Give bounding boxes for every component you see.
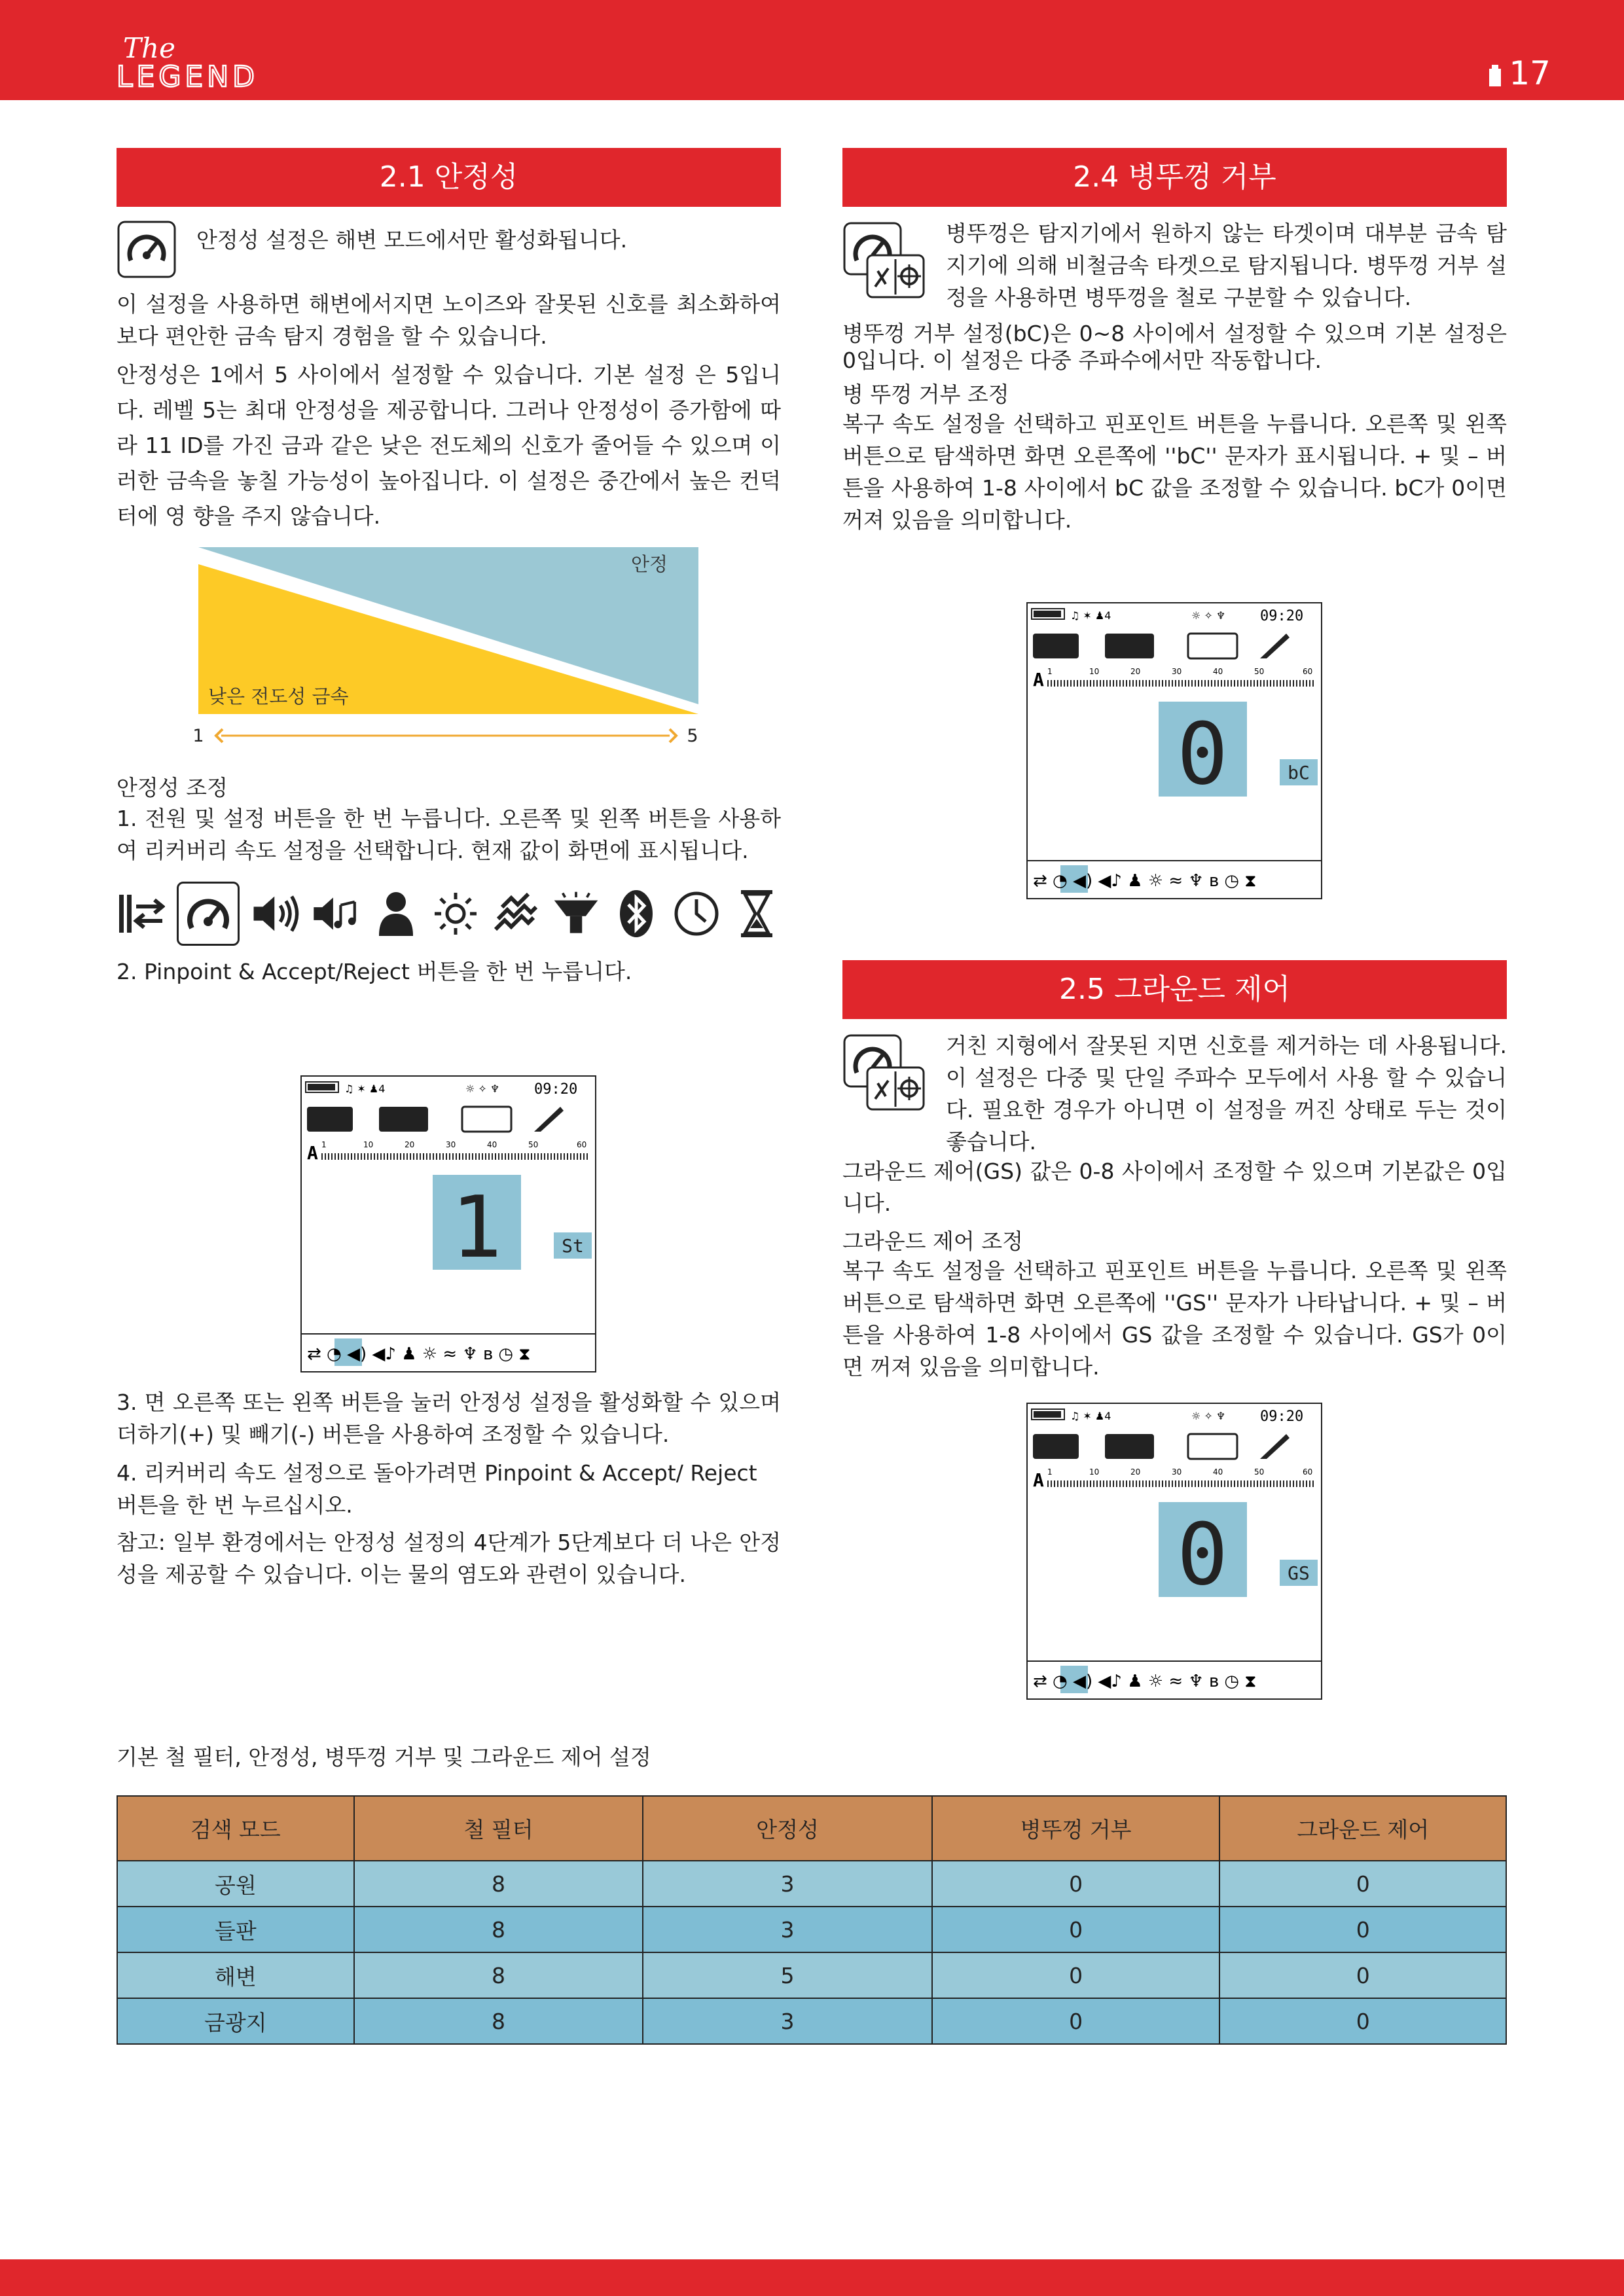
svg-text:☼ ✧ ♆: ☼ ✧ ♆ [465, 1083, 500, 1095]
svg-text:10: 10 [363, 1140, 374, 1149]
stability-step-2: 2. Pinpoint & Accept/Reject 버튼을 한 번 누릅니다. [117, 959, 632, 984]
stability-step-1: 1. 전원 및 설정 버튼을 한 번 누릅니다. 오른쪽 및 왼쪽 버튼을 사용하여 리커버리 속도 설정을 선택합니다. 현재 값이 화면에 표시됩니다. [117, 806, 781, 863]
beach-only-note [117, 220, 781, 279]
lcd-time: 09:20 [534, 1081, 578, 1098]
table-cell: 공원 [117, 1861, 354, 1907]
svg-text:20: 20 [1130, 667, 1141, 676]
bottlecap-adjust: 복구 속도 설정을 선택하고 핀포인트 버튼을 누릅니다. 오른쪽 및 왼쪽 버튼으로 탐색하면 화면 오른쪽에 ''bC'' 문자가 표시됩니다. + 및 – 버튼을 사용하여 1-8 사이에서 bC 값을 조정할 수 있습니다. bC가 0이면 꺼져 있음을 의미합니다. [842, 411, 1507, 533]
table-header-row [117, 1796, 1506, 1861]
svg-text:50: 50 [1254, 667, 1265, 676]
multi-frequency-icon [842, 221, 926, 300]
svg-text:10: 10 [1089, 1467, 1100, 1477]
svg-text:40: 40 [487, 1140, 497, 1149]
svg-text:60: 60 [577, 1140, 587, 1149]
svg-text:60: 60 [1303, 1467, 1313, 1477]
torch-icon [552, 886, 600, 941]
svg-text:10: 10 [1089, 667, 1100, 676]
svg-text:♫ ✶ ♟4: ♫ ✶ ♟4 [1070, 1410, 1111, 1422]
brand-logo [117, 26, 365, 92]
table-header: 검색 모드 [117, 1796, 354, 1861]
brightness-icon [431, 886, 480, 941]
stability-note: 참고: 일부 환경에서는 안정성 설정의 4단계가 5단계보다 더 나은 안정성을 제공할 수 있습니다. 이는 물의 염도와 관련이 있습니다. [117, 1530, 781, 1587]
svg-text:☼ ✧ ♆: ☼ ✧ ♆ [1191, 609, 1226, 622]
hourglass-icon [732, 886, 781, 941]
lcd-code: bC [1288, 762, 1310, 783]
table-cell: 5 [643, 1952, 932, 1998]
svg-text:LEGEND: LEGEND [117, 60, 259, 92]
stability-label: 안정 [630, 553, 668, 575]
lcd-screen-stability [300, 1075, 596, 1372]
table-cell: 3 [643, 1907, 932, 1952]
volume-icon [251, 886, 300, 941]
low-conductor-label: 낮은 전도성 금속 [208, 685, 349, 708]
svg-text:40: 40 [1213, 667, 1223, 676]
page-number: 17 [1488, 54, 1551, 93]
table-header: 철 필터 [354, 1796, 643, 1861]
page-icon [1488, 65, 1502, 87]
svg-text:The: The [123, 32, 175, 64]
table-row [117, 1998, 1506, 2044]
vibration-icon [492, 886, 540, 941]
table-cell: 해변 [117, 1952, 354, 1998]
bottlecap-para: 병뚜껑 거부 설정(bC)은 0~8 사이에서 설정할 수 있으며 기본 설정은 0입니다. 이 설정은 다중 주파수에서만 작동합니다. [842, 321, 1507, 373]
ground-para: 그라운드 제어(GS) 값은 0-8 사이에서 조정할 수 있으며 기본값은 0입니다. [842, 1158, 1507, 1216]
table-cell: 8 [354, 1998, 643, 2044]
svg-text:A: A [1033, 1469, 1044, 1491]
table-cell: 0 [1219, 1952, 1506, 1998]
table-caption: 기본 철 필터, 안정성, 병뚜껑 거부 및 그라운드 제어 설정 [117, 1744, 651, 1770]
bottlecap-intro-text: 병뚜껑은 탐지기에서 원하지 않는 타겟이며 대부분 금속 탐지기에 의해 비철금속 타겟으로 탐지됩니다. 병뚜껑 거부 설정을 사용하면 병뚜껑을 철로 구분할 수 있습니다. [946, 221, 1507, 310]
bottlecap-intro [842, 221, 1507, 314]
scale-arrow-right [670, 729, 676, 742]
table-cell: 0 [932, 1861, 1220, 1907]
section-title-ground: 2.5 그라운드 제어 [842, 960, 1507, 1019]
svg-text:1: 1 [1047, 1467, 1053, 1477]
frequency-icon [117, 886, 165, 941]
table-row [117, 1952, 1506, 1998]
stability-icon [117, 220, 177, 279]
lcd-digit: 0 [1176, 1505, 1229, 1604]
left-lower-text [117, 1386, 781, 1590]
lcd-screen-bottlecap [1026, 602, 1322, 899]
clock-icon [672, 886, 721, 941]
svg-text:30: 30 [1172, 1467, 1182, 1477]
lcd-code: GS [1288, 1562, 1310, 1584]
svg-text:20: 20 [1130, 1467, 1141, 1477]
svg-text:1: 1 [321, 1140, 327, 1149]
section-title-bottlecap: 2.4 병뚜껑 거부 [842, 148, 1507, 207]
ground-control-section [842, 960, 1507, 1383]
table-cell: 0 [932, 1952, 1220, 1998]
svg-text:☼ ✧ ♆: ☼ ✧ ♆ [1191, 1410, 1226, 1422]
lcd-digit: 1 [450, 1177, 503, 1277]
ground-adjust-title: 그라운드 제어 조정 [842, 1229, 1024, 1254]
table-cell: 8 [354, 1861, 643, 1907]
table-cell: 들판 [117, 1907, 354, 1952]
table-cell: 8 [354, 1907, 643, 1952]
table-cell: 0 [932, 1907, 1220, 1952]
section-title-stability: 2.1 안정성 [117, 148, 781, 207]
header-bar [0, 0, 1624, 100]
scale-max: 5 [687, 726, 698, 746]
lcd-screen-ground [1026, 1403, 1322, 1700]
person-icon [372, 886, 420, 941]
table-cell: 금광지 [117, 1998, 354, 2044]
table-cell: 0 [1219, 1998, 1506, 2044]
table-cell: 3 [643, 1998, 932, 2044]
table-row [117, 1861, 1506, 1907]
stability-diagram [117, 547, 781, 750]
settings-icon-row [117, 881, 781, 946]
stability-icon[interactable] [177, 882, 240, 946]
lcd-time: 09:20 [1260, 608, 1304, 624]
bottlecap-adjust-title: 병 뚜껑 거부 조정 [842, 382, 1009, 407]
svg-text:40: 40 [1213, 1467, 1223, 1477]
svg-text:30: 30 [446, 1140, 456, 1149]
table-header: 그라운드 제어 [1219, 1796, 1506, 1861]
table-cell: 8 [354, 1952, 643, 1998]
default-settings-table [117, 1795, 1507, 2045]
svg-text:50: 50 [528, 1140, 539, 1149]
ground-intro [842, 1033, 1507, 1158]
ground-intro-text: 거친 지형에서 잘못된 지면 신호를 제거하는 데 사용됩니다. 이 설정은 다중 및 단일 주파수 모두에서 사용 할 수 있습니다. 필요한 경우가 아니면 이 설정을 꺼진 상태로 두는 것이 좋습니다. [946, 1033, 1507, 1155]
svg-text:30: 30 [1172, 667, 1182, 676]
svg-text:A: A [1033, 669, 1044, 691]
table-cell: 0 [1219, 1861, 1506, 1907]
table-cell: 0 [1219, 1907, 1506, 1952]
stability-step-4: 4. 리커버리 속도 설정으로 돌아가려면 Pinpoint & Accept/ Reject 버튼을 한 번 누르십시오. [117, 1460, 757, 1518]
scale-min: 1 [192, 726, 204, 746]
svg-text:50: 50 [1254, 1467, 1265, 1477]
note-text: 안정성 설정은 해변 모드에서만 활성화됩니다. [196, 227, 628, 253]
svg-text:60: 60 [1303, 667, 1313, 676]
svg-text:20: 20 [405, 1140, 415, 1149]
svg-text:⇄ ◔ ◀) ◀♪ ♟ ☼ ≈ ♆ ʙ ◷ ⧗: ⇄ ◔ ◀) ◀♪ ♟ ☼ ≈ ♆ ʙ ◷ ⧗ [1033, 871, 1257, 891]
lcd-code: St [562, 1235, 584, 1257]
svg-text:♫ ✶ ♟4: ♫ ✶ ♟4 [344, 1083, 386, 1095]
stability-step-3: 3. 면 오른쪽 또는 왼쪽 버튼을 눌러 안정성 설정을 활성화할 수 있으며 더하기(+) 및 빼기(-) 버튼을 사용하여 조정할 수 있습니다. [117, 1390, 781, 1447]
svg-text:⇄ ◔ ◀) ◀♪ ♟ ☼ ≈ ♆ ʙ ◷ ⧗: ⇄ ◔ ◀) ◀♪ ♟ ☼ ≈ ♆ ʙ ◷ ⧗ [307, 1344, 531, 1364]
svg-text:A: A [307, 1142, 318, 1164]
svg-text:♫ ✶ ♟4: ♫ ✶ ♟4 [1070, 609, 1111, 622]
bluetooth-icon [612, 886, 660, 941]
table-header: 병뚜껑 거부 [932, 1796, 1220, 1861]
stability-para-2: 안정성은 1에서 5 사이에서 설정할 수 있습니다. 기본 설정 은 5입니다. 레벨 5는 최대 안정성을 제공합니다. 그러나 안정성이 증가함에 따라 11 ID를 가진 금과 같은 낮은 전도체의 신호가 줄어들 수 있으며 이러한 금속을 놓칠 가능성이 높아집니다. 이 설정은 중간에서 높은 컨덕터에 영 향을 주지 않습니다. [117, 362, 781, 529]
footer-bar [0, 2259, 1624, 2296]
table-cell: 3 [643, 1861, 932, 1907]
table-cell: 0 [932, 1998, 1220, 2044]
lcd-time: 09:20 [1260, 1408, 1304, 1425]
tone-icon [312, 886, 360, 941]
table-row [117, 1907, 1506, 1952]
lcd-digit: 0 [1176, 704, 1229, 804]
ground-adjust: 복구 속도 설정을 선택하고 핀포인트 버튼을 누릅니다. 오른쪽 및 왼쪽 버튼으로 탐색하면 화면 오른쪽에 ''GS'' 문자가 나타납니다. + 및 – 버튼을 사용하여 1-8 사이에서 GS 값을 조정할 수 있습니다. GS가 0이면 꺼져 있음을 의미합니다. [842, 1258, 1507, 1380]
stability-adjust-title: 안정성 조정 [117, 775, 228, 800]
multi-frequency-icon [842, 1033, 926, 1112]
stability-para-1: 이 설정을 사용하면 해변에서지면 노이즈와 잘못된 신호를 최소화하여 보다 편안한 금속 탐지 경험을 할 수 있습니다. [117, 291, 781, 349]
left-column [117, 148, 781, 988]
table-header: 안정성 [643, 1796, 932, 1861]
svg-text:⇄ ◔ ◀) ◀♪ ♟ ☼ ≈ ♆ ʙ ◷ ⧗: ⇄ ◔ ◀) ◀♪ ♟ ☼ ≈ ♆ ʙ ◷ ⧗ [1033, 1672, 1257, 1691]
right-column [842, 148, 1507, 536]
svg-text:1: 1 [1047, 667, 1053, 676]
